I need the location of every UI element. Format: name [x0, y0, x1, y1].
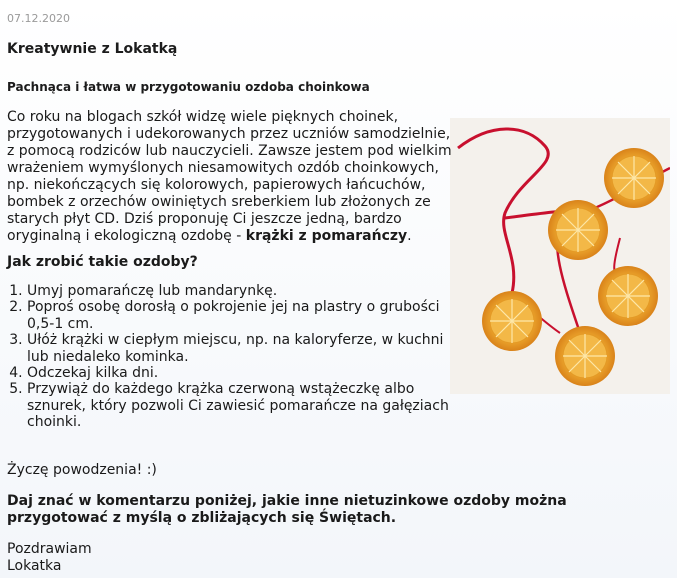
orange-slice — [598, 266, 658, 326]
step-item: 2. Poproś osobę dorosłą o pokrojenie jej na plastry o grubości 0,5-1 cm. — [27, 299, 467, 332]
signature: Lokatka — [7, 558, 62, 574]
call-to-action: Daj znać w komentarzu poniżej, jakie inne nietuzinkowe ozdoby można przygotować z myślą o zbliżających się Świętach. — [7, 493, 567, 526]
intro-text: Co roku na blogach szkół widzę wiele pięknych choinek, przygotowanych i udekorowanych przez uczniów samodzielnie, z pomocą rodziców lub nauczycieli. Zawsze jestem pod wielkim wrażeniem wymyślonych niesamowitych ozdób choinkowych, np. niekończących się kolorowych, papierowych łańcuchów, bombek z orzechów owiniętych sreberkiem lub złożonych ze starych płyt CD. Dziś proponuję Ci jeszcze jedną, bardzo oryginalną i ekologiczną ozdobę - — [7, 109, 452, 244]
orange-slice — [548, 200, 608, 260]
post-date: 07.12.2020 — [7, 12, 70, 25]
orange-ornaments-photo — [450, 118, 670, 394]
intro-highlight: krążki z pomarańczy — [245, 228, 408, 244]
step-item: 1. Umyj pomarańczę lub mandarynkę. — [27, 283, 467, 299]
greeting: Pozdrawiam — [7, 541, 92, 557]
howto-heading: Jak zrobić takie ozdoby? — [7, 254, 198, 270]
orange-slice — [482, 291, 542, 351]
steps-list — [7, 283, 467, 431]
orange-slice — [604, 148, 664, 208]
orange-slices-illustration — [450, 118, 670, 394]
orange-slice — [555, 326, 615, 386]
post-title: Kreatywnie z Lokatką — [7, 41, 178, 57]
post-subtitle: Pachnąca i łatwa w przygotowaniu ozdoba choinkowa — [7, 80, 370, 94]
intro-end: . — [407, 228, 412, 244]
step-item: 4. Odczekaj kilka dni. — [27, 365, 467, 381]
intro-paragraph — [7, 109, 453, 245]
wish-text: Życzę powodzenia! :) — [7, 462, 157, 478]
step-item: 5. Przywiąż do każdego krążka czerwoną wstążeczkę albo sznurek, który pozwoli Ci zawiesić pomarańcze na gałęziach choinki. — [27, 381, 467, 430]
step-item: 3. Ułóż krążki w ciepłym miejscu, np. na kaloryferze, w kuchni lub niedaleko kominka. — [27, 332, 467, 365]
signoff — [7, 541, 92, 575]
